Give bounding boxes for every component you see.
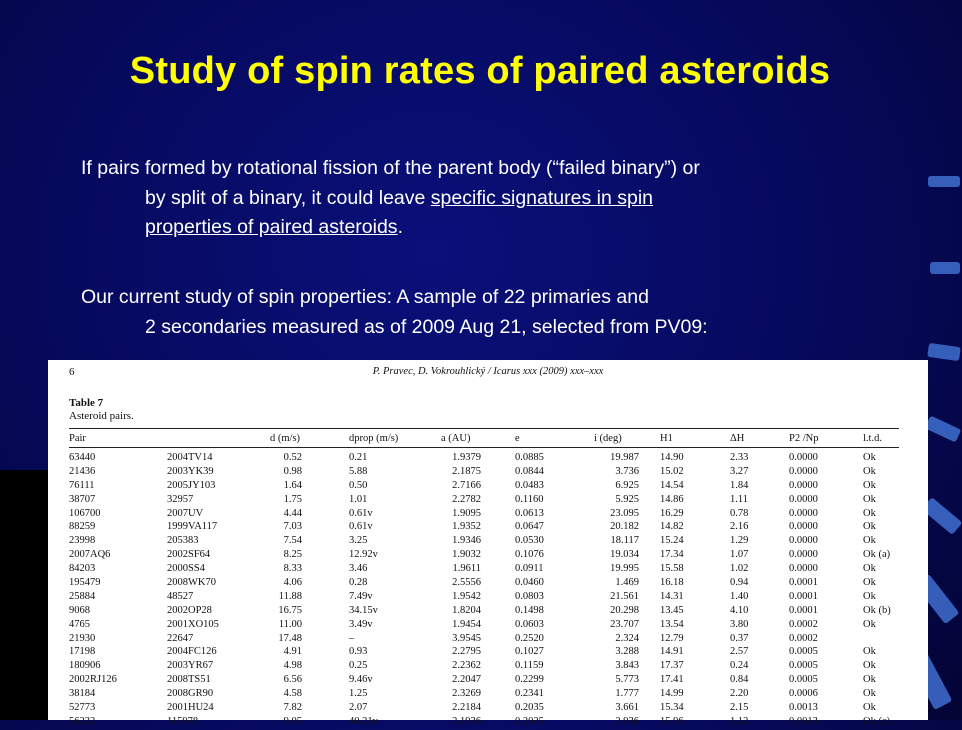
table-cell: 2008GR90: [167, 688, 214, 700]
table-cell: 40.21v: [349, 715, 378, 727]
column-header: H1: [660, 433, 673, 444]
table-cell: 17.37: [660, 660, 684, 672]
table-cell: 3.843: [615, 660, 639, 672]
table-cell: 5.773: [615, 674, 639, 686]
table-cell: 115978: [167, 715, 199, 727]
table-cell: 0.61v: [349, 507, 373, 519]
table-cell: 3.27: [730, 465, 749, 477]
table-cell: 2.324: [615, 632, 639, 644]
table-cell: 0.61v: [349, 521, 373, 533]
table-cell: 2003YR67: [167, 660, 214, 672]
table-cell: 13.45: [660, 604, 684, 616]
table-cell: 7.49v: [349, 590, 373, 602]
table-cell: 9.05: [283, 715, 302, 727]
table-cell: 52773: [69, 702, 96, 714]
table-cell: 0.2299: [515, 674, 544, 686]
table-cell: 2.1936: [452, 715, 481, 727]
table-cell: 18.117: [610, 535, 639, 547]
table-caption: Table 7: [69, 397, 104, 409]
table-cell: 38707: [69, 493, 96, 505]
table-row: [48, 549, 928, 563]
table-cell: 2.2795: [452, 646, 481, 658]
table-cell: 0.28: [349, 577, 368, 589]
table-cell: 2.2362: [452, 660, 481, 672]
table-cell: 0.0005: [789, 660, 818, 672]
table-cell: 9068: [69, 604, 90, 616]
table-cell: 1.29: [730, 535, 749, 547]
column-header: i (deg): [594, 433, 622, 444]
table-row: [48, 577, 928, 591]
table-cell: 2.20: [730, 688, 749, 700]
table-cell: 3.736: [615, 465, 639, 477]
table-cell: 2002RJ126: [69, 674, 117, 686]
table-row: [48, 591, 928, 605]
table-cell: 0.0000: [789, 521, 818, 533]
table-cell: 14.54: [660, 479, 684, 491]
table-cell: 16.18: [660, 577, 684, 589]
table-cell: 1.9032: [452, 549, 481, 561]
table-cell: 19.034: [610, 549, 639, 561]
table-cell: 0.0000: [789, 479, 818, 491]
decorative-stripe: [925, 415, 962, 442]
table-cell: Ok: [863, 660, 876, 672]
table-cell: 76111: [69, 479, 95, 491]
paragraph-line: Our current study of spin properties: A sample of 22 primaries and: [81, 286, 649, 308]
table-cell: 14.86: [660, 493, 684, 505]
table-cell: 1.02: [730, 563, 749, 575]
table-cell: 48527: [167, 590, 194, 602]
table-cell: 3.661: [615, 702, 639, 714]
table-cell: 106700: [69, 507, 101, 519]
table-cell: 1.9352: [452, 521, 481, 533]
table-cell: 3.46: [349, 563, 368, 575]
table-cell: 12.79: [660, 632, 684, 644]
table-cell: Ok: [863, 452, 876, 463]
table-cell: 0.50: [349, 479, 368, 491]
page-number: 6: [69, 366, 75, 378]
table-cell: 0.0647: [515, 521, 544, 533]
table-cell: Ok: [863, 590, 876, 602]
table-cell: 14.31: [660, 590, 684, 602]
table-cell: 4.91: [283, 646, 302, 658]
table-cell: 14.99: [660, 688, 684, 700]
column-header: Pair: [69, 433, 86, 444]
table-cell: 88259: [69, 521, 96, 533]
table-cell: 0.0844: [515, 465, 544, 477]
table-cell: 32957: [167, 493, 194, 505]
table-cell: 0.1159: [515, 660, 544, 672]
table-cell: 0.0885: [515, 452, 544, 463]
table-cell: 0.0000: [789, 535, 818, 547]
decorative-stripe: [927, 343, 961, 361]
table-cell: 2.16: [730, 521, 749, 533]
table-cell: 16.75: [278, 604, 302, 616]
table-cell: 13.54: [660, 618, 684, 630]
table-cell: 9.46v: [349, 674, 373, 686]
table-cell: 0.0001: [789, 577, 818, 589]
table-cell: 7.54: [283, 535, 302, 547]
table-cell: Ok (b): [863, 604, 891, 616]
table-cell: 1.40: [730, 590, 749, 602]
table-cell: 15.96: [660, 715, 684, 727]
table-cell: 14.90: [660, 452, 684, 463]
table-cell: Ok: [863, 479, 876, 491]
table-cell: 2004TV14: [167, 452, 213, 463]
table-cell: 1.469: [615, 577, 639, 589]
column-header: d (m/s): [270, 433, 301, 444]
table-row: [48, 521, 928, 535]
table-cell: 20.182: [610, 521, 639, 533]
table-cell: 2.57: [730, 646, 749, 658]
table-cell: 2.7166: [452, 479, 481, 491]
table-cell: 2.2184: [452, 702, 481, 714]
table-row: [48, 508, 928, 522]
table-cell: 0.0002: [789, 618, 818, 630]
paragraph-line: [81, 184, 861, 214]
table-cell: 0.0001: [789, 604, 818, 616]
column-header: a (AU): [441, 433, 471, 444]
table-cell: 7.03: [283, 521, 302, 533]
table-cell: 34.15v: [349, 604, 378, 616]
paragraph-study: [81, 283, 861, 342]
table-cell: 0.0006: [789, 688, 818, 700]
table-cell: 4.58: [283, 688, 302, 700]
table-subtitle: Asteroid pairs.: [69, 410, 134, 422]
table-cell: 0.0013: [789, 715, 818, 727]
table-cell: Ok: [863, 577, 876, 589]
table-cell: 14.82: [660, 521, 684, 533]
table-cell: 3.49v: [349, 618, 373, 630]
table-cell: 0.84: [730, 674, 749, 686]
table-rule: [69, 447, 899, 448]
table-cell: Ok: [863, 618, 876, 630]
table-cell: 8.25: [283, 549, 302, 561]
table-cell: 2.2047: [452, 674, 481, 686]
table-cell: 2001XO105: [167, 618, 219, 630]
background-shadow: [0, 470, 48, 720]
table-cell: Ok: [863, 465, 876, 477]
table-cell: 0.0000: [789, 493, 818, 505]
table-cell: 38184: [69, 688, 96, 700]
column-header: dprop (m/s): [349, 433, 399, 444]
table-cell: 23998: [69, 535, 96, 547]
table-cell: 16.29: [660, 507, 684, 519]
table-cell: 2.07: [349, 702, 368, 714]
table-cell: 0.0000: [789, 549, 818, 561]
table-cell: 15.34: [660, 702, 684, 714]
table-cell: 0.94: [730, 577, 749, 589]
text-run: by split of a binary, it could leave: [145, 186, 431, 209]
table-cell: 21.561: [610, 590, 639, 602]
table-cell: 6.56: [283, 674, 302, 686]
table-cell: 25884: [69, 590, 96, 602]
table-cell: 2.15: [730, 702, 749, 714]
table-cell: 15.24: [660, 535, 684, 547]
table-cell: 1.9346: [452, 535, 481, 547]
table-row: [48, 494, 928, 508]
table-cell: 0.0603: [515, 618, 544, 630]
table-cell: Ok: [863, 674, 876, 686]
paragraph-line: 2 secondaries measured as of 2009 Aug 21, selected from PV09:: [145, 315, 708, 338]
table-cell: 0.2035: [515, 702, 544, 714]
table-row: [48, 452, 928, 466]
table-cell: 2005JY103: [167, 479, 216, 491]
table-cell: 2002SF64: [167, 549, 211, 561]
table-cell: 6.925: [615, 479, 639, 491]
table-cell: 2.5556: [452, 577, 481, 589]
table-row: [48, 563, 928, 577]
decorative-stripe: [930, 262, 960, 274]
table-cell: 14.91: [660, 646, 684, 658]
table-row: [48, 646, 928, 660]
table-cell: 1.07: [730, 549, 749, 561]
table-cell: 2.2782: [452, 493, 481, 505]
paragraph-hypothesis: [81, 154, 861, 243]
table-cell: Ok (a): [863, 549, 891, 561]
table-cell: Ok: [863, 507, 876, 519]
column-header: e: [515, 433, 520, 444]
table-cell: 0.98: [283, 465, 302, 477]
table-cell: 0.2520: [515, 632, 544, 644]
table-cell: 2000SS4: [167, 563, 205, 575]
table-cell: 1.12: [730, 715, 749, 727]
table-cell: 1.9095: [452, 507, 481, 519]
table-cell: 0.0000: [789, 563, 818, 575]
table-cell: 0.0000: [789, 465, 818, 477]
paragraph-line: If pairs formed by rotational fission of the parent body (“failed binary”) or: [81, 157, 700, 179]
table-cell: 3.288: [615, 646, 639, 658]
table-cell: 7.82: [283, 702, 302, 714]
table-cell: 0.0005: [789, 646, 818, 658]
table-cell: 1.9611: [452, 563, 481, 575]
table-row: [48, 633, 928, 647]
table-cell: 1.9454: [452, 618, 481, 630]
table-row: [48, 660, 928, 674]
table-cell: 1.9379: [452, 452, 481, 463]
table-cell: 17.48: [278, 632, 302, 644]
table-cell: 0.0000: [789, 452, 818, 463]
table-cell: 2.1875: [452, 465, 481, 477]
table-cell: 63440: [69, 452, 96, 463]
table-cell: 1.11: [730, 493, 748, 505]
table-cell: 1999VA117: [167, 521, 218, 533]
table-cell: 84203: [69, 563, 96, 575]
table-cell: 3.25: [349, 535, 368, 547]
table-cell: 11.88: [278, 590, 302, 602]
table-cell: 17.34: [660, 549, 684, 561]
table-cell: 11.00: [278, 618, 302, 630]
table-cell: 2008WK70: [167, 577, 216, 589]
table-cell: 3.80: [730, 618, 749, 630]
table-cell: 1.9542: [452, 590, 481, 602]
text-run: .: [397, 216, 403, 238]
table-cell: 2.33: [730, 452, 749, 463]
underlined-text: properties of paired asteroids: [145, 216, 398, 238]
table-cell: 2.3269: [452, 688, 481, 700]
table-cell: 0.25: [349, 660, 368, 672]
table-cell: Ok: [863, 688, 876, 700]
table-cell: 0.37: [730, 632, 749, 644]
table-cell: Ok: [863, 702, 876, 714]
table-cell: 17.41: [660, 674, 684, 686]
table-cell: 0.1076: [515, 549, 544, 561]
table-cell: 0.0002: [789, 632, 818, 644]
table-cell: Ok: [863, 493, 876, 505]
table-row: [48, 688, 928, 702]
table-cell: 2004FC126: [167, 646, 217, 658]
table-row: [48, 619, 928, 633]
table-cell: 15.02: [660, 465, 684, 477]
table-cell: 0.93: [349, 646, 368, 658]
table-cell: 205383: [167, 535, 199, 547]
table-cell: 0.0530: [515, 535, 544, 547]
table-cell: 2.936: [615, 715, 639, 727]
column-header: l.t.d.: [863, 433, 882, 444]
table-rule: [69, 428, 899, 429]
table-cell: 1.64: [283, 479, 302, 491]
journal-table-scan: [48, 360, 928, 727]
table-cell: 23.707: [610, 618, 639, 630]
table-cell: 21436: [69, 465, 96, 477]
table-cell: 1.777: [615, 688, 639, 700]
table-cell: 0.0001: [789, 590, 818, 602]
table-cell: 0.21: [349, 452, 368, 463]
table-cell: 0.1498: [515, 604, 544, 616]
table-cell: 2002OP28: [167, 604, 212, 616]
table-cell: 195479: [69, 577, 101, 589]
table-cell: 0.0483: [515, 479, 544, 491]
table-row: [48, 535, 928, 549]
table-cell: 0.0613: [515, 507, 544, 519]
table-cell: 8.33: [283, 563, 302, 575]
table-cell: 1.01: [349, 493, 368, 505]
column-header: ΔH: [730, 433, 745, 444]
table-cell: 17198: [69, 646, 96, 658]
table-cell: Ok: [863, 563, 876, 575]
table-cell: 4.98: [283, 660, 302, 672]
table-cell: Ok (c): [863, 715, 891, 727]
table-cell: Ok: [863, 646, 876, 658]
table-cell: 5.925: [615, 493, 639, 505]
table-cell: 1.84: [730, 479, 749, 491]
table-cell: 180906: [69, 660, 101, 672]
table-cell: 2007UV: [167, 507, 204, 519]
table-cell: 0.2341: [515, 688, 544, 700]
table-cell: 1.8204: [452, 604, 481, 616]
table-cell: 1.75: [283, 493, 302, 505]
table-cell: 0.0005: [789, 674, 818, 686]
table-row: [48, 674, 928, 688]
table-cell: 1.25: [349, 688, 368, 700]
table-cell: 0.0000: [789, 507, 818, 519]
underlined-text: specific signatures in spin: [430, 186, 653, 209]
table-cell: 21930: [69, 632, 96, 644]
table-cell: 23.095: [610, 507, 639, 519]
table-cell: –: [349, 632, 355, 644]
table-cell: 5.88: [349, 465, 368, 477]
table-body: [48, 452, 928, 730]
table-cell: 4.10: [730, 604, 749, 616]
table-cell: 0.0803: [515, 590, 544, 602]
table-cell: 2007AQ6: [69, 549, 111, 561]
table-cell: 19.987: [610, 452, 639, 463]
table-cell: 20.298: [610, 604, 639, 616]
slide-title: Study of spin rates of paired asteroids: [129, 50, 831, 92]
table-row: [48, 702, 928, 716]
table-cell: 0.2025: [515, 715, 544, 727]
table-cell: 0.78: [730, 507, 749, 519]
table-cell: 0.1160: [515, 493, 544, 505]
table-cell: 56232: [69, 715, 96, 727]
table-cell: 2001HU24: [167, 702, 214, 714]
running-head: P. Pravec, D. Vokrouhlický / Icarus xxx (2009) xxx–xxx: [372, 366, 604, 377]
table-row: [48, 605, 928, 619]
table-cell: 15.58: [660, 563, 684, 575]
table-cell: 0.52: [283, 452, 302, 463]
table-cell: Ok: [863, 535, 876, 547]
paragraph-line: [81, 213, 861, 243]
table-cell: 0.0911: [515, 563, 544, 575]
table-cell: 3.9545: [452, 632, 481, 644]
column-header: P2 /Np: [789, 433, 819, 444]
table-cell: 4.06: [283, 577, 302, 589]
table-row: [48, 480, 928, 494]
table-cell: 0.1027: [515, 646, 544, 658]
table-cell: 2008TS51: [167, 674, 211, 686]
table-cell: 4765: [69, 618, 90, 630]
table-cell: 19.995: [610, 563, 639, 575]
table-cell: 0.0460: [515, 577, 544, 589]
table-cell: 4.44: [283, 507, 302, 519]
table-cell: 12.92v: [349, 549, 378, 561]
table-cell: 22647: [167, 632, 194, 644]
decorative-stripe: [928, 176, 960, 187]
table-cell: 0.24: [730, 660, 749, 672]
table-cell: 0.0013: [789, 702, 818, 714]
table-cell: Ok: [863, 521, 876, 533]
table-row: [48, 466, 928, 480]
table-row: [48, 716, 928, 730]
table-cell: 2003YK39: [167, 465, 214, 477]
